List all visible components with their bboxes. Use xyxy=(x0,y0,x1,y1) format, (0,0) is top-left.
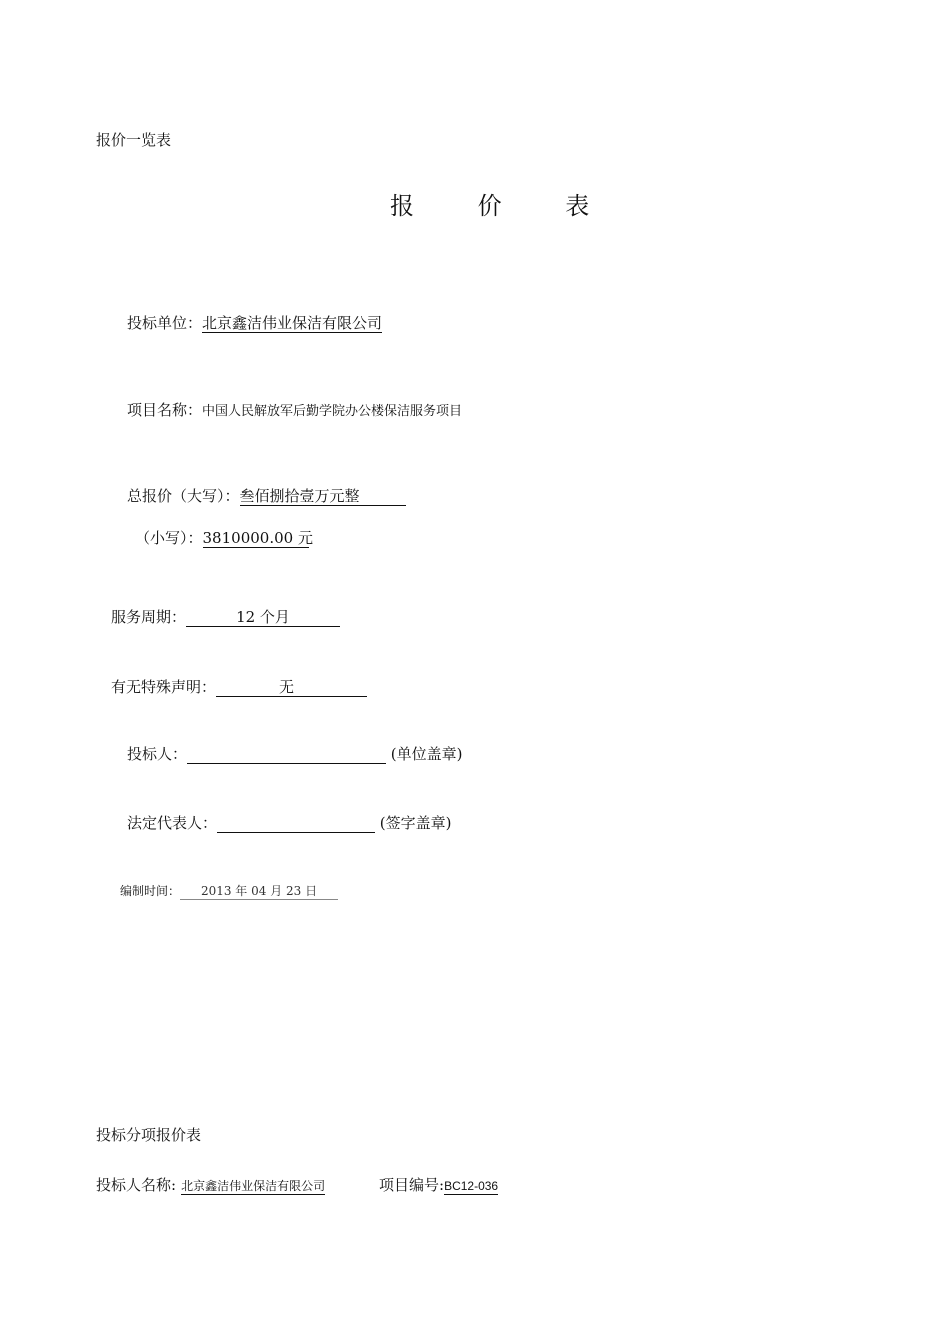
total-upper-row xyxy=(127,485,406,506)
project-name-row xyxy=(127,399,462,420)
special-statement-row xyxy=(111,676,367,697)
bidder-unit-value: 北京鑫洁伟业保洁有限公司 xyxy=(202,314,383,332)
bidder-label: 投标人： xyxy=(127,745,188,763)
date-value: 2013 年 04 月 23 日 xyxy=(180,884,338,900)
service-period-row xyxy=(111,606,340,627)
project-number-value: BC12-036 xyxy=(444,1179,499,1193)
total-lower-value: 3810000.00 元 xyxy=(202,529,313,547)
legal-rep-row xyxy=(127,812,452,833)
legal-rep-suffix: (签字盖章) xyxy=(379,814,452,832)
project-name-value: 中国人民解放军后勤学院办公楼保洁服务项目 xyxy=(202,404,463,419)
bidder-unit-row xyxy=(127,312,382,333)
project-number-label: 项目编号: xyxy=(379,1176,445,1194)
bidder-name-value: 北京鑫洁伟业保洁有限公司 xyxy=(181,1179,326,1193)
second-section-info-row xyxy=(96,1174,325,1195)
bidder-unit-label: 投标单位： xyxy=(127,314,203,332)
date-label: 编制时间： xyxy=(120,884,181,898)
total-lower-label: （小写）： xyxy=(135,529,203,547)
total-lower-row xyxy=(135,527,313,548)
project-number-row xyxy=(379,1174,498,1195)
service-period-value: 12 个月 xyxy=(186,609,340,627)
section-label: 报价一览表 xyxy=(96,131,172,149)
service-period-label: 服务周期： xyxy=(111,608,187,626)
total-upper-value: 叁佰捌拾壹万元整 xyxy=(240,488,406,506)
project-name-label: 项目名称： xyxy=(127,401,203,419)
total-upper-label: 总报价（大写）： xyxy=(127,487,240,505)
special-statement-value: 无 xyxy=(216,679,367,697)
second-section-title: 投标分项报价表 xyxy=(96,1126,202,1144)
special-statement-label: 有无特殊声明： xyxy=(111,678,217,696)
legal-rep-signature-line xyxy=(217,815,375,833)
bidder-suffix: (单位盖章) xyxy=(390,745,463,763)
page-title: 报 价 表 xyxy=(390,192,618,220)
date-row xyxy=(120,882,338,900)
bidder-row xyxy=(127,743,463,764)
legal-rep-label: 法定代表人： xyxy=(127,814,218,832)
bidder-signature-line xyxy=(187,746,386,764)
bidder-name-label: 投标人名称: xyxy=(96,1176,177,1194)
